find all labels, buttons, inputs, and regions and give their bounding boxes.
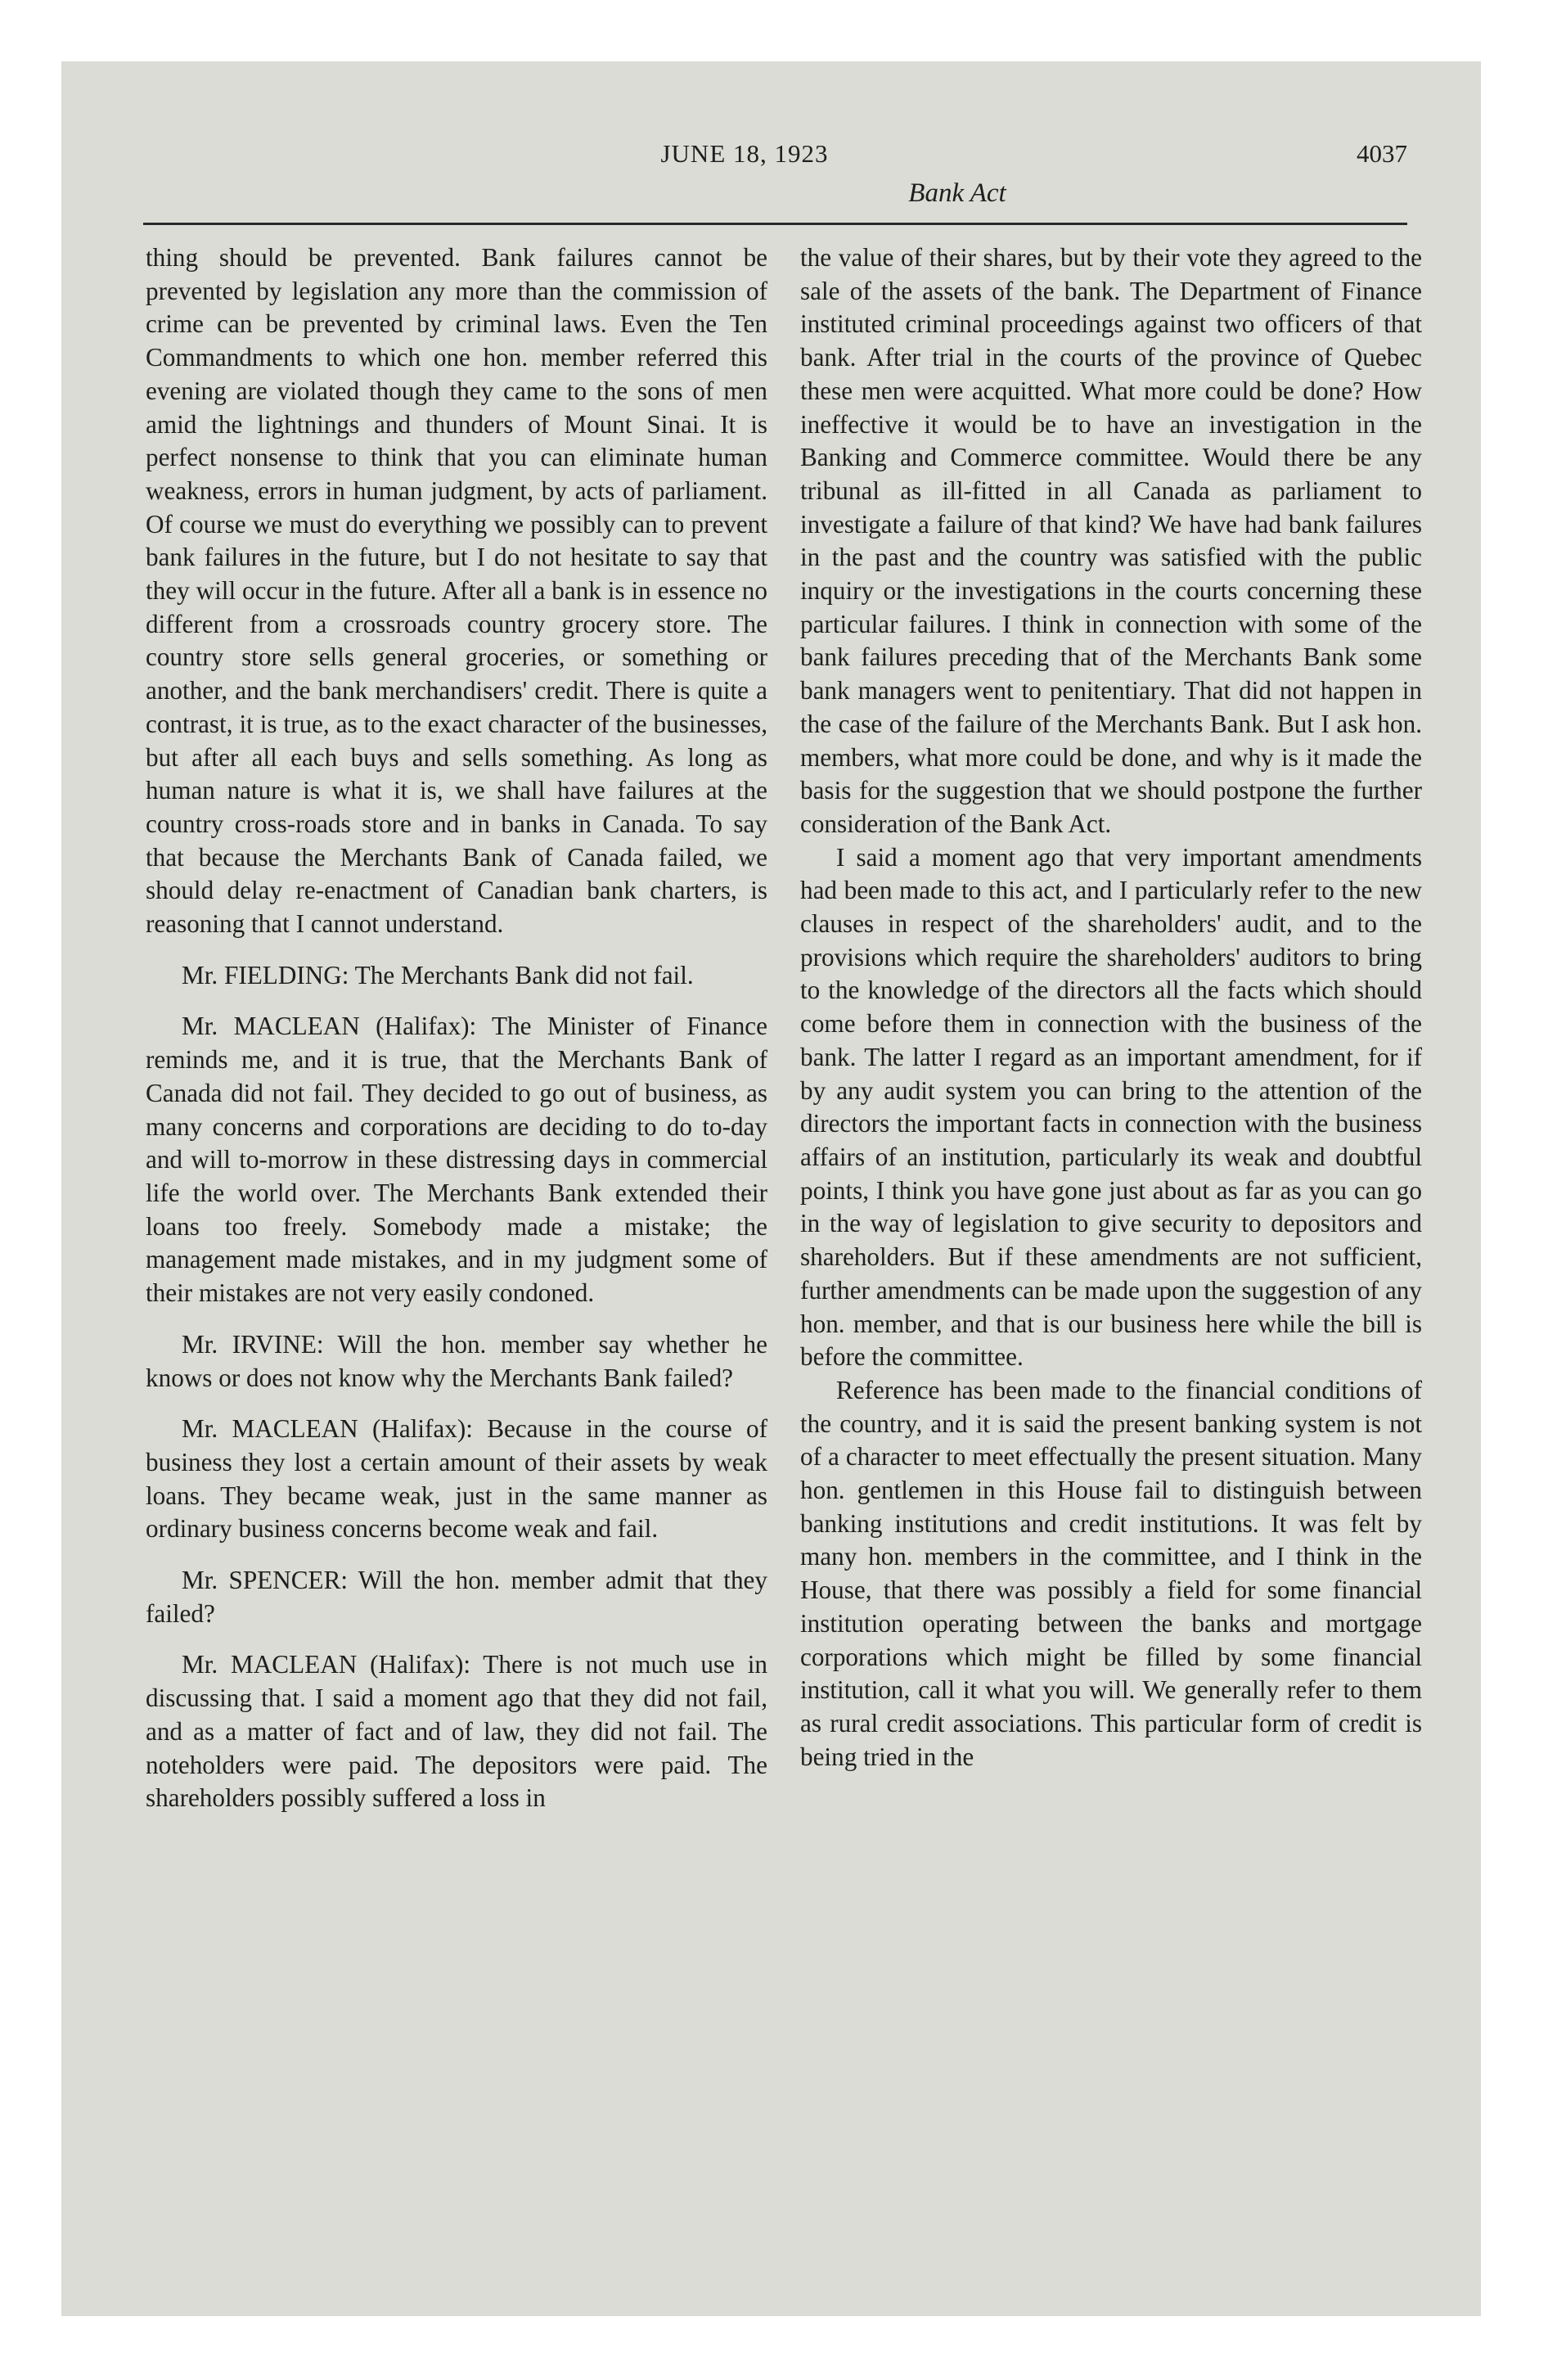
right-column [800,241,1422,1774]
paragraph-maclean: Mr. MACLEAN (Halifax): The Minister of Finance reminds me, and it is true, that the Merchants Bank of Canada did not fail. They decided to go out of business, as many concerns and corporations are deciding to do to-day and will to-morrow in these distressing days in commercial life the world over. The Merchants Bank extended their loans too freely. Somebody made a mistake; the management made mistakes, and in my judgment some of their mistakes are not very easily condoned. [146,1012,767,1308]
paragraph: Reference has been made to the financial conditions of the country, and it is said the present banking system is not of a character to meet effectually the present situation. Many hon. gentlemen in this House fail to distinguish between banking institutions and credit institutions. It was felt by many hon. members in the committee, and I think in the House, that there was possibly a field for some financial institution operating between the banks and mortgage corporations which might be filled by some financial institution, call it what you will. We generally refer to them as rural credit associations. This particular form of credit is being tried in the [800,1375,1422,1771]
page-number: 4037 [1357,139,1407,168]
paragraph: the value of their shares, but by their vote they agreed to the sale of the assets of the bank. The Department of Finance instituted criminal proceedings against two officers of that bank. After trial in the courts of the province of Quebec these men were acquitted. What more could be done? How ineffective it would be to have an investigation in the Banking and Commerce committee. Would there be any tribunal as ill-fitted in all Canada as parliament to investigate a failure of that kind? We have had bank failures in the past and the country was satisfied with the public inquiry or the investigations in the courts concerning these particular failures. I think in connection with some of the bank failures preceding that of the Merchants Bank some bank managers went to penitentiary. That did not happen in the case of the failure of the Merchants Bank. But I ask hon. members, what more could be done, and why is it made the basis for the suggestion that we should postpone the further consideration of the Bank Act. [800,243,1422,838]
paragraph: I said a moment ago that very important amendments had been made to this act, and I particularly refer to the new clauses in respect of the shareholders' audit, and to the provisions which require the shareholders' auditors to bring to the knowledge of the directors all the facts which should come before them in connection with the business of the bank. The latter I regard as an important amendment, for if by any audit system you can bring to the attention of the directors the important facts in connection with the business affairs of an institution, particularly its weak and doubtful points, I think you have gone just about as far as you can go in the way of legislation to give security to depositors and shareholders. But if these amendments are not sufficient, further amendments can be made upon the suggestion of any hon. member, and that is our business here while the bill is before the committee. [800,842,1422,1372]
paragraph-fielding: Mr. FIELDING: The Merchants Bank did not fail. [182,960,694,989]
paragraph: thing should be prevented. Bank failures cannot be prevented by legislation any more than the commission of crime can be prevented by criminal laws. Even the Ten Commandments to which one hon. member referred this evening are violated though they came to the sons of men amid the lightnings and thunders of Mount Sinai. It is perfect nonsense to think that you can eliminate human weakness, errors in human judgment, by acts of parliament. Of course we must do everything we possibly can to prevent bank failures in the future, but I do not hesitate to say that they will occur in the future. After all a bank is in essence no different from a crossroads country grocery store. The country store sells general groceries, or something or another, and the bank merchandisers' credit. There is quite a contrast, it is true, as to the exact character of the businesses, but after all each buys and sells something. As long as human nature is what it is, we shall have failures at the country cross-roads store and in banks in Canada. To say that because the Merchants Bank of Canada failed, we should delay re-enactment of Canadian bank charters, is reasoning that I cannot understand. [146,243,767,939]
header-rule [143,223,1407,225]
paragraph-irvine: Mr. IRVINE: Will the hon. member say whether he knows or does not know why the Merchants Bank failed? [146,1329,767,1392]
left-column [146,241,767,1815]
page-header [82,139,1407,217]
paragraph-spencer: Mr. SPENCER: Will the hon. member admit that they failed? [146,1566,767,1628]
header-date: JUNE 18, 1923 [660,139,829,168]
paragraph-maclean: Mr. MACLEAN (Halifax): There is not much use in discussing that. I said a moment ago that they did not fail, and as a matter of fact and of law, they did not fail. The noteholders were paid. The depositors were paid. The shareholders possibly suffered a loss in [146,1650,767,1813]
section-title: Bank Act [908,178,1006,208]
paragraph-maclean: Mr. MACLEAN (Halifax): Because in the course of business they lost a certain amount of their assets by weak loans. They became weak, just in the same manner as ordinary business concerns become weak and fail. [146,1414,767,1544]
